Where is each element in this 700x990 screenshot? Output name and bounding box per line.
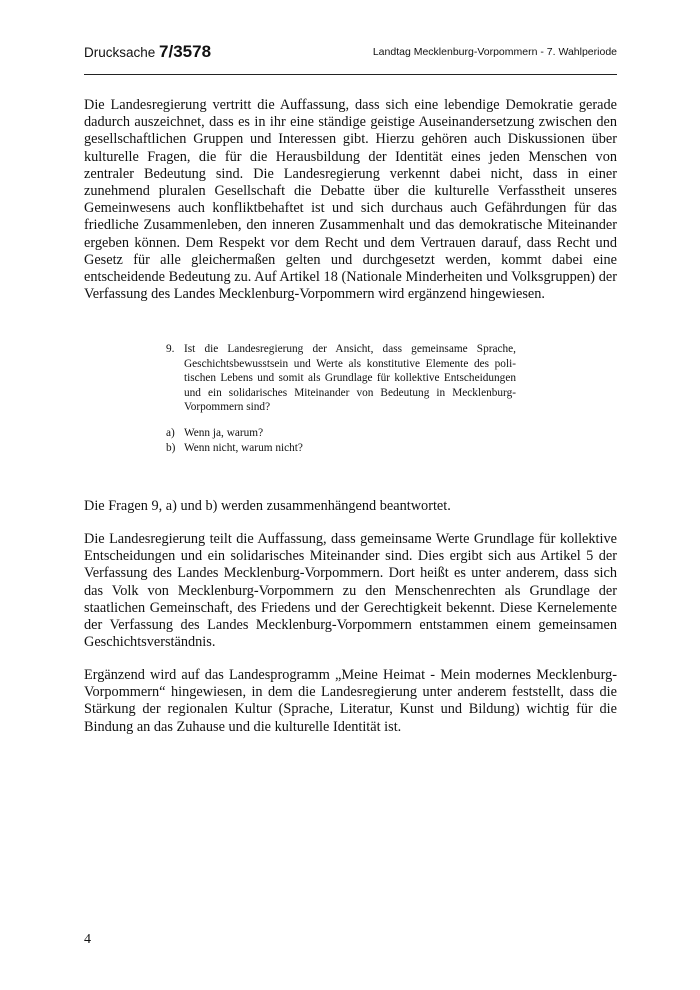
answer-paragraph-3: Ergänzend wird auf das Landesprogramm „Meine Heimat - Mein modernes Mecklenburg-Vorpommern“ hingewiesen, in dem die Landesregierung unter anderem feststellt, dass die Stärkung der regionalen Kultur (Sprache, Literatur, Kunst und Bildung) wichtig für die Bindung an das Zuhause und die kulturelle Identität ist.: [84, 667, 617, 735]
question-number: 9.: [166, 343, 175, 355]
page-number: 4: [84, 932, 91, 947]
doc-number: 7/3578: [159, 42, 212, 61]
sub-item-label: a): [166, 426, 175, 439]
question-sub-item-b: [166, 441, 516, 456]
page-header: [84, 42, 617, 75]
answer-paragraph-1: Die Landesregierung vertritt die Auffassung, dass sich eine lebendige Demokratie gerade dadurch auszeichnet, dass es in ihr eine ständige geistige Auseinandersetzung zwischen den gesellschaftlichen Gruppen und Interessen gibt. Hierzu gehören auch Diskussionen über kulturelle Fragen, die für die Herausbildung der Identität eines jeden Menschen von zentraler Bedeutung sind. Die Landesregierung verkennt dabei nicht, dass in einer zunehmend pluralen Gesellschaft die Debatte über die kulturelle Verfasstheit unseres Gemeinwesens auch konfliktbehaftet ist und sich durchaus auch Gefährdungen für das friedliche Zusammenleben, den inneren Zusammenhalt und das demokratische Miteinander ergeben können. Dem Respekt vor dem Recht und dem Vertrauen darauf, dass Recht und Gesetz für alle gleichermaßen gelten und durchgesetzt werden, kommt dabei eine entscheidende Bedeutung zu. Auf Artikel 18 (Nationale Minderheiten und Volksgruppen) der Verfassung des Landes Mecklenburg-Vorpommern wird ergänzend hingewiesen.: [84, 97, 617, 303]
sub-item-text: Wenn nicht, warum nicht?: [184, 441, 303, 454]
document-reference: [84, 42, 211, 62]
question-block: [166, 342, 516, 455]
doc-label: Drucksache: [84, 45, 156, 60]
sub-item-label: b): [166, 441, 176, 454]
answer-intro: Die Fragen 9, a) und b) werden zusammenhängend beantwortet.: [84, 498, 451, 514]
sub-item-text: Wenn ja, warum?: [184, 426, 264, 439]
answer-paragraph-2: Die Landesregierung teilt die Auffassung, dass gemeinsame Werte Grundlage für kollektive Entscheidungen und ein solidarisches Miteinander sind. Dies ergibt sich aus Artikel 5 der Verfassung des Landes Mecklenburg-Vorpommern. Dort heißt es unter anderem, dass sich das Volk von Mecklenburg-Vorpommern zu den Menschenrechten als Grundlage der staatlichen Gemeinschaft, des Friedens und der Gerechtigkeit bekennt. Diese Kernelemente der Verfassung des Landes Mecklenburg-Vorpommern entstammen einem gemeinsamen Geschichtsverständnis.: [84, 531, 617, 651]
parliament-label: Landtag Mecklenburg-Vorpommern - 7. Wahlperiode: [372, 46, 617, 58]
question-main: [166, 342, 516, 415]
question-sub-item-a: [166, 426, 516, 441]
question-text: Ist die Landesregierung der Ansicht, dass gemeinsame Sprache, Geschichtsbewusstsein und Werte als konstitutive Elemente des politischen Lebens und somit als Grundlage für kollektive Entscheidungen und ein solidarisches Miteinander von Bedeutung in Mecklenburg-Vorpommern sind?: [184, 343, 516, 414]
